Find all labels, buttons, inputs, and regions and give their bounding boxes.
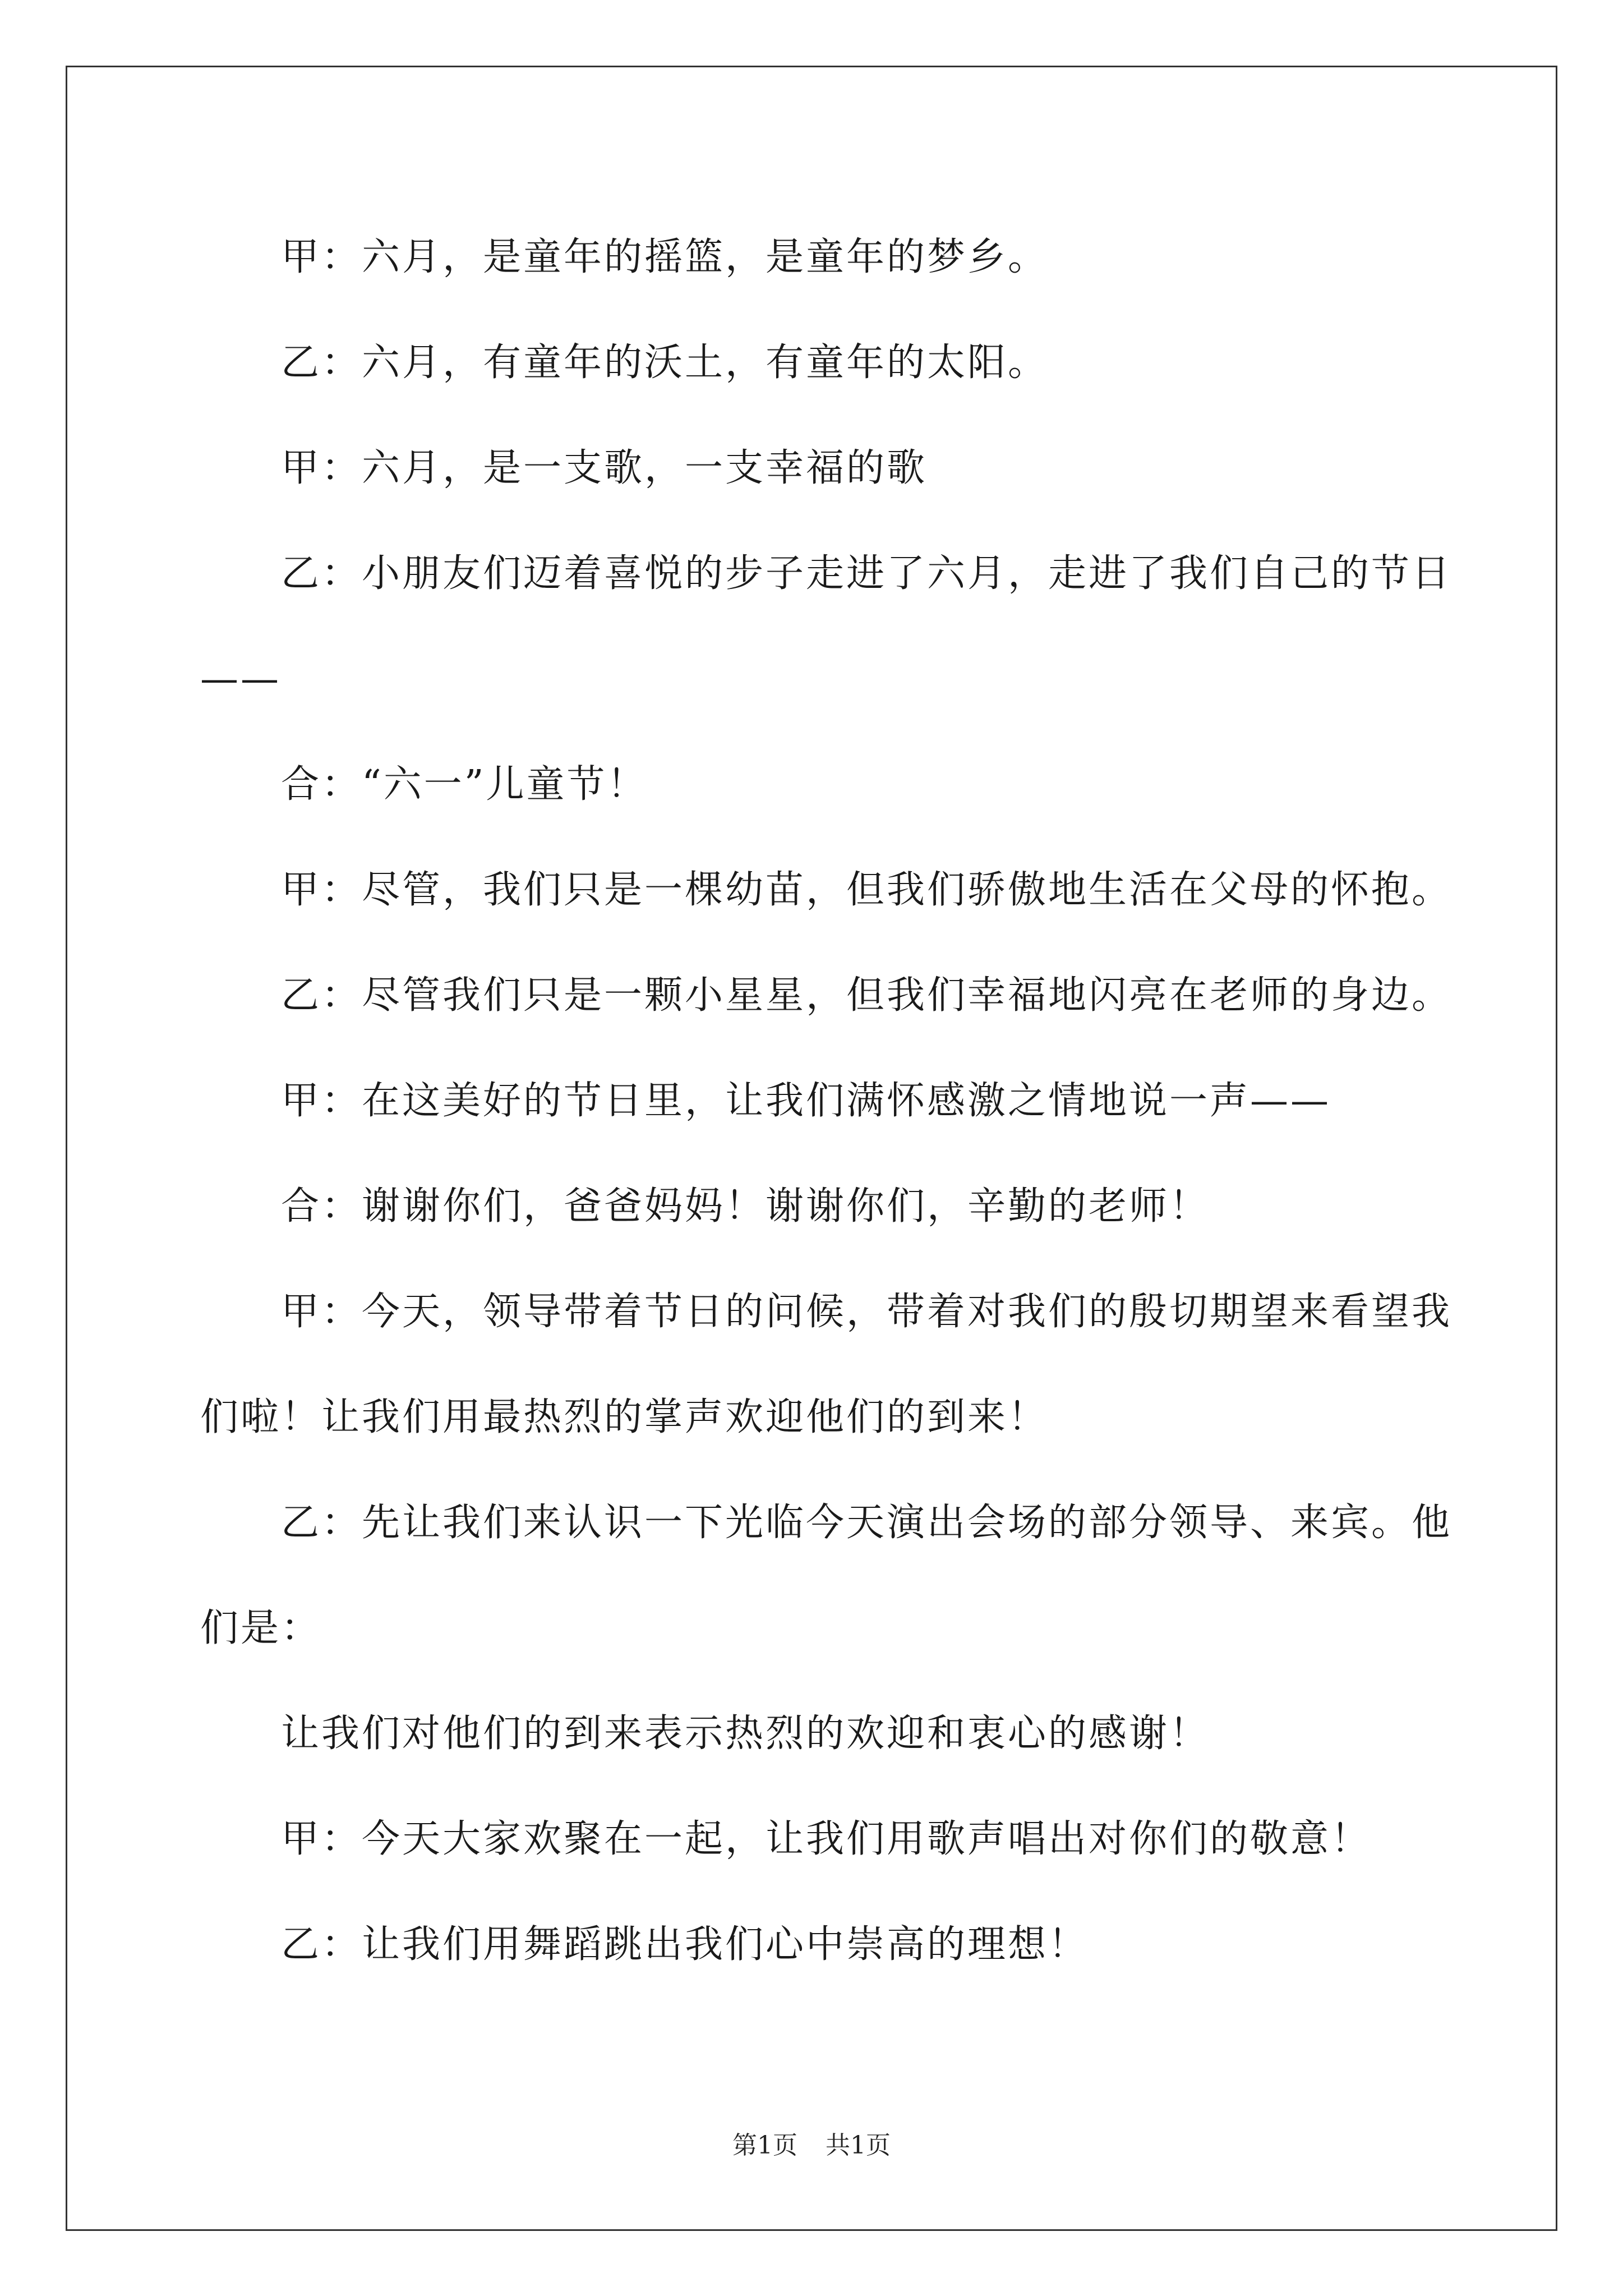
paragraph: 甲：在这美好的节日里，让我们满怀感激之情地说一声—— [281, 1079, 1331, 1123]
paragraph: 让我们对他们的到来表示热烈的欢迎和衷心的感谢！ [281, 1711, 1210, 1756]
paragraph: 乙：先让我们来认识一下光临今天演出会场的部分领导、来宾。他们是： [200, 1501, 1453, 1650]
paragraph: 合：“六一”儿童节！ [281, 762, 648, 807]
paragraph: 甲：六月，是童年的摇篮，是童年的梦乡。 [281, 235, 1049, 279]
paragraph: 甲：今天，领导带着节日的问候，带着对我们的殷切期望来看望我们啦！让我们用最热烈的掌声欢迎他们的到来！ [200, 1290, 1453, 1439]
paragraph: 乙：小朋友们迈着喜悦的步子走进了六月，走进了我们自己的节日—— [200, 551, 1453, 701]
paragraph: 乙：让我们用舞蹈跳出我们心中崇高的理想！ [281, 1922, 1089, 1967]
paragraph: 合：谢谢你们，爸爸妈妈！谢谢你们，辛勤的老师！ [281, 1184, 1210, 1228]
document-body [200, 205, 1479, 1998]
page-footer [0, 2125, 1623, 2161]
paragraph: 甲：今天大家欢聚在一起，让我们用歌声唱出对你们的敬意！ [281, 1817, 1372, 1861]
paragraph: 甲：六月，是一支歌，一支幸福的歌 [281, 446, 928, 490]
paragraph: 乙：尽管我们只是一颗小星星，但我们幸福地闪亮在老师的身边。 [281, 973, 1453, 1018]
paragraph: 乙：六月，有童年的沃土，有童年的太阳。 [281, 341, 1049, 385]
total-pages: 共1页 [826, 2131, 891, 2160]
paragraph: 甲：尽管，我们只是一棵幼苗，但我们骄傲地生活在父母的怀抱。 [281, 868, 1453, 912]
page-number: 第1页 [732, 2131, 797, 2160]
